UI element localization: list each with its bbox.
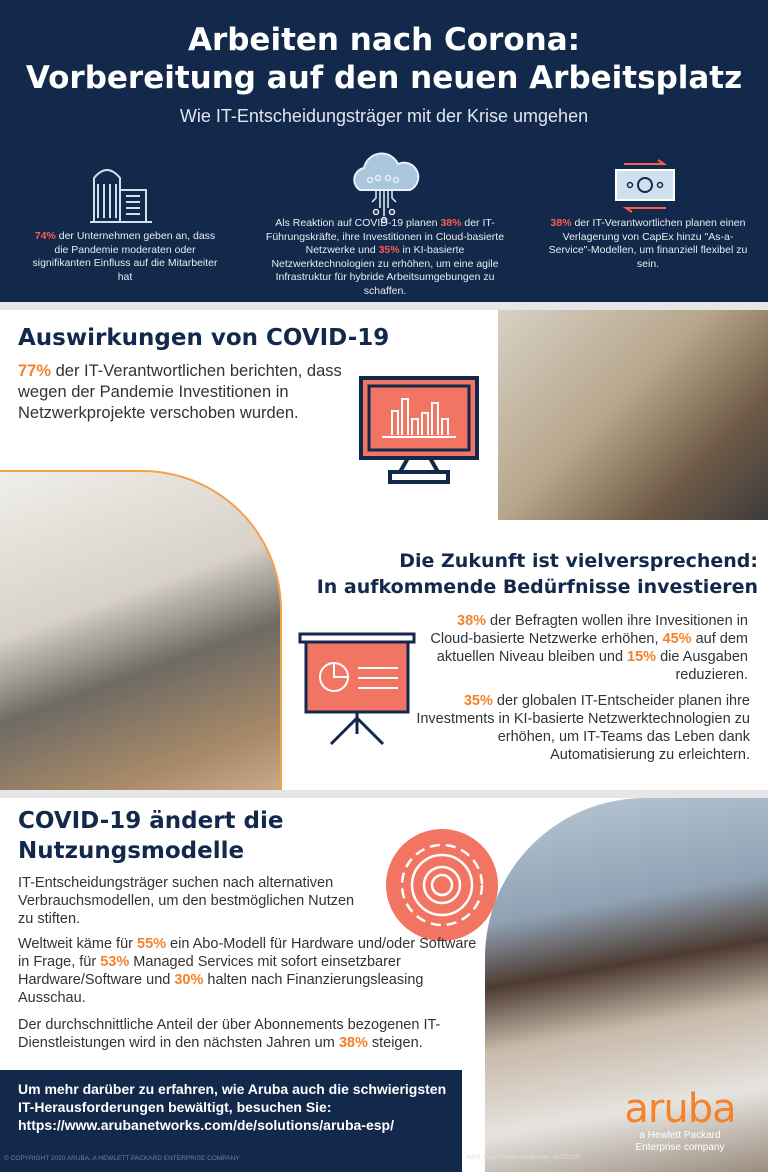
section2-text-1: 38% der Befragten wollen ihre Invesitionen in Cloud-basierte Netzwerke erhöhen, 45% auf dem aktuellen Niveau bleiben und 15% die Ausgaben reduzieren.: [430, 613, 748, 683]
stat-cloud-text: Als Reaktion auf COVID-19 planen 38% der IT-Führungskräfte, ihre Investitionen in Cloud-basierte Netzwerke und 35% in KI-basierte Netzwerktechnologien zu erhöhen, um eine agile Infrastruktur für hybride Arbeitsumgebungen zu schaffen.: [265, 217, 505, 297]
section3-text-1: IT-Entscheidungsträger suchen nach alternativen Verbrauchsmodellen, um den bestmöglichen Nutzen zu stiften.: [18, 875, 355, 927]
header-banner: [0, 0, 768, 302]
main-title-line1: Arbeiten nach Corona:: [187, 22, 581, 58]
cta-line2: IT-Herausforderungen bewältigt, besuchen Sie:: [18, 1099, 332, 1115]
logo-tagline-2: Enterprise company: [635, 1142, 725, 1153]
main-title-line2: Vorbereitung auf den neuen Arbeitsplatz: [25, 60, 743, 96]
copyright: © COPYRIGHT 2020 ARUBA, A HEWLETT PACKARD ENTERPRISE COMPANY: [4, 1155, 240, 1162]
money-exchange-icon: [612, 158, 678, 214]
divider: [0, 790, 768, 798]
stat-74-text: 74% der Unternehmen geben an, dass die Pandemie moderaten oder signifikanten Einfluss auf die Mitarbeiter hat: [32, 230, 218, 283]
cta-line1: Um mehr darüber zu erfahren, wie Aruba auch die schwierigsten: [18, 1081, 447, 1097]
gear-icon: [383, 826, 501, 944]
monitor-chart-icon: [358, 375, 480, 487]
section1-text: 77% der IT-Verantwortlichen berichten, dass wegen der Pandemie Investitionen in Netzwerkprojekte verschoben wurden.: [18, 362, 342, 422]
logo-wordmark: aruba: [624, 1086, 736, 1132]
section3-text-3: Der durchschnittliche Anteil der über Abonnements bezogenen IT-Dienstleistungen wird in den nächsten Jahren um 38% steigen.: [18, 1017, 441, 1051]
man-laptop-photo: [0, 470, 282, 790]
section1-title: Auswirkungen von COVID-19: [18, 325, 390, 351]
footer-cta: [18, 1080, 446, 1134]
cta-url-link[interactable]: https://www.arubanetworks.com/de/solutions/aruba-esp/: [18, 1117, 394, 1133]
stat-capex-text: 38% der IT-Verantwortlichen planen einen Verlagerung von CapEx hinzu "As-a-Service"-Modellen, um finanziell flexibel zu sein.: [548, 217, 748, 270]
aruba-logo: [605, 1088, 755, 1154]
subtitle: Wie IT-Entscheidungsträger mit der Krise umgehen: [179, 106, 589, 126]
section3-title: COVID-19 ändert die Nutzungsmodelle: [18, 808, 284, 864]
section2-text-2: 35% der globalen IT-Entscheider planen ihre Investments in KI-basierte Netzwerktechnologien zu erhöhen, um IT-Teams das Leben dank Automatisierung zu erleichtern.: [416, 693, 750, 763]
meeting-photo: [498, 302, 768, 520]
section2-title-line1: Die Zukunft ist vielversprechend:: [399, 550, 758, 572]
section3-text-2: Weltweit käme für 55% ein Abo-Modell für Hardware und/oder Software in Frage, für 53% Managed Services mit sofort einsetzbarer Hardware/Software und 30% halten nach Finanzierungsleasing Ausschau.: [18, 936, 477, 1006]
building-icon: [80, 160, 156, 226]
section2-title-line2: In aufkommende Bedürfnisse investieren: [316, 576, 758, 598]
divider: [0, 302, 768, 310]
document-id: INFO_Edge Survey Infographic_08072020: [466, 1155, 580, 1161]
logo-tagline-1: a Hewlett Packard: [639, 1130, 721, 1141]
